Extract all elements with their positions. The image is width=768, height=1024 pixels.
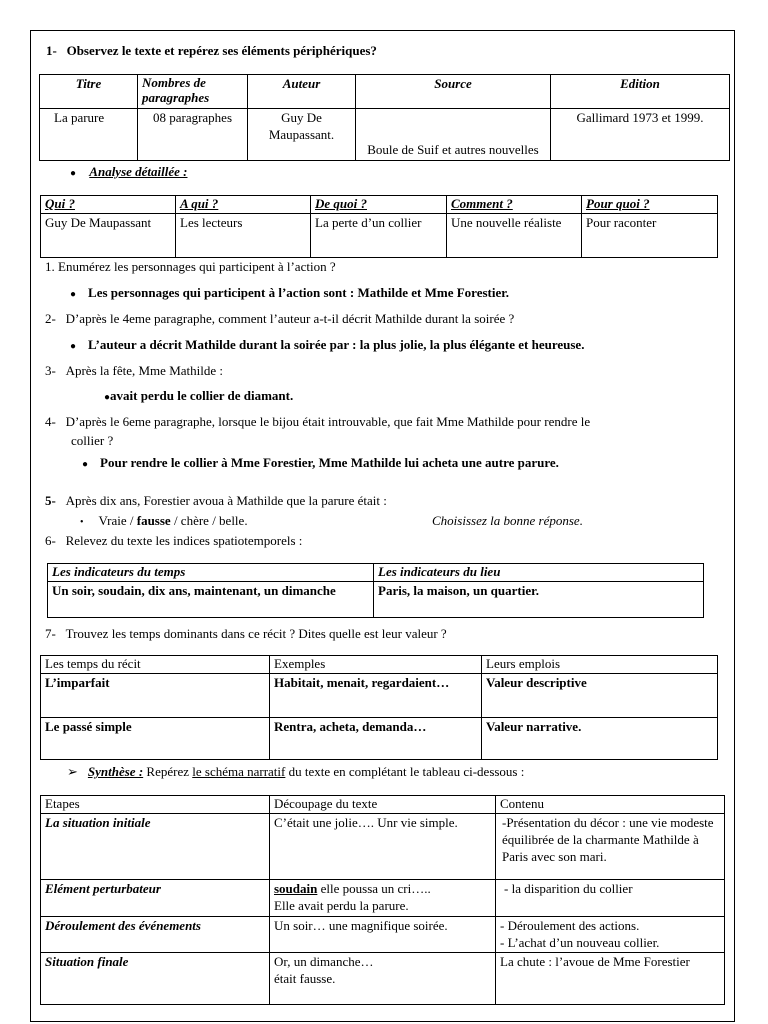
hint-text: Choisissez la bonne réponse. [432,513,583,528]
header-titre: Titre [40,75,138,109]
header-contenu: Contenu [496,796,725,814]
cell-examples: Rentra, acheta, demanda… [270,718,482,760]
header-pour-quoi: Pour quoi ? [582,196,718,214]
cell-paragraphes: 08 paragraphes [138,109,248,161]
cell-content [496,916,725,953]
option-fausse: fausse [136,513,171,528]
cell-auteur: Guy De Maupassant. [248,109,356,161]
cell-step: Elément perturbateur [41,879,270,916]
cell-edition: Gallimard 1973 et 1999. [551,109,730,161]
question-text: Après la fête, Mme Mathilde : [65,363,223,378]
cell-qui: Guy De Maupassant [41,213,176,257]
question-1 [46,43,377,60]
cell-examples: Habitait, menait, regardaient… [270,674,482,718]
answer-3-text: avait perdu le collier de diamant. [110,388,294,403]
question-6 [45,533,302,550]
question-text: Observez le texte et repérez ses éléments périphériques? [66,43,377,58]
analysis-table [40,195,718,258]
narrative-schema-table [40,795,725,1005]
header-exemples: Exemples [270,656,482,674]
cell-tense: Le passé simple [41,718,270,760]
content-line: - Déroulement des actions. [500,917,640,933]
header-source: Source [356,75,551,109]
bullet-icon: ● [70,168,77,179]
header-a-qui: A qui ? [176,196,311,214]
cell-de-quoi: La perte d’un collier [311,213,447,257]
peripheral-elements-table [39,74,730,161]
header-comment: Comment ? [447,196,582,214]
excerpt-rest: elle poussa un cri….. [320,880,431,896]
cell-comment: Une nouvelle réaliste [447,213,582,257]
question-5-options: • Vraie / fausse / chère / belle. Choisissez la bonne réponse. [80,513,583,528]
option-others: / chère / belle. [173,513,248,528]
cell-content: - la disparition du collier [496,879,725,916]
cell-step: Déroulement des événements [41,916,270,953]
question-5 [45,493,387,510]
synthese-text-cont: du texte en complétant le tableau ci-dessous : [288,764,525,779]
answer-4: ● Pour rendre le collier à Mme Forestier, Mme Mathilde lui acheta une autre parure. [82,455,559,470]
cell-content: La chute : l’avoue de Mme Forestier [496,953,725,1005]
header-emplois: Leurs emplois [482,656,718,674]
question-number: 2- [45,311,56,326]
cell-pour-quoi: Pour raconter [582,213,718,257]
synthese-text: Repérez [146,764,189,779]
excerpt-line2: Elle avait perdu la parure. [274,897,409,913]
question-4 [45,414,725,450]
question-1-enumerate: 1. Enumérez les personnages qui participent à l’action ? [45,259,336,274]
question-7 [45,626,447,643]
answer-2: ● L’auteur a décrit Mathilde durant la soirée par : la plus jolie, la plus élégante et heureuse. [70,337,585,352]
header-temps: Les indicateurs du temps [48,564,374,582]
header-etapes: Etapes [41,796,270,814]
cell-excerpt: C’était une jolie…. Unr vie simple. [270,813,496,879]
answer-4-text: Pour rendre le collier à Mme Forestier, Mme Mathilde lui acheta une autre parure. [100,455,559,470]
answer-3: ●avait perdu le collier de diamant. [104,388,294,403]
synthese-heading [67,764,524,781]
cell-lieu: Paris, la maison, un quartier. [374,582,704,618]
cell-usage: Valeur descriptive [482,674,718,718]
content-line: - L’achat d’un nouveau collier. [500,934,660,950]
arrow-icon: ➢ [67,764,78,779]
question-text: Trouvez les temps dominants dans ce récit ? Dites quelle est leur valeur ? [65,626,447,641]
question-number: 4- [45,414,56,429]
header-decoupage: Découpage du texte [270,796,496,814]
question-3 [45,363,223,380]
cell-source: Boule de Suif et autres nouvelles [356,109,551,161]
answer-1-text: Les personnages qui participent à l’action sont : Mathilde et Mme Forestier. [88,285,510,300]
cell-content: -Présentation du décor : une vie modeste équilibrée de la charmante Mathilde à Paris avec son mari. [496,813,725,879]
option-vraie: Vraie / [98,513,134,528]
cell-tense: L’imparfait [41,674,270,718]
cell-excerpt [270,879,496,916]
question-text: Relevez du texte les indices spatiotemporels : [65,533,303,548]
cell-step: La situation initiale [41,813,270,879]
keyword-soudain: soudain [274,880,318,896]
question-number: 7- [45,626,56,641]
question-number: 1- [46,43,57,58]
answer-2-text: L’auteur a décrit Mathilde durant la soirée par : la plus jolie, la plus élégante et heureuse. [88,337,585,352]
header-edition: Edition [551,75,730,109]
header-qui: Qui ? [41,196,176,214]
cell-excerpt: Un soir… une magnifique soirée. [270,916,496,953]
question-text: Après dix ans, Forestier avoua à Mathilde que la parure était : [65,493,387,508]
header-auteur: Auteur [248,75,356,109]
header-lieu: Les indicateurs du lieu [374,564,704,582]
cell-excerpt [270,953,496,1005]
question-text: D’après le 6eme paragraphe, lorsque le bijou était introuvable, que fait Mme Mathilde pour rendre le [65,414,591,429]
analyse-title: Analyse détaillée : [89,164,188,179]
cell-a-qui: Les lecteurs [176,213,311,257]
header-de-quoi: De quoi ? [311,196,447,214]
excerpt-line: Or, un dimanche… [274,954,374,970]
question-2 [45,311,514,328]
excerpt-line: était fausse. [274,971,336,987]
question-number: 3- [45,363,56,378]
header-paragraphes: Nombres de paragraphes [138,75,248,109]
header-temps-recit: Les temps du récit [41,656,270,674]
synthese-underlined: le schéma narratif [192,764,286,779]
analyse-heading [70,164,188,181]
cell-titre: La parure [40,109,138,161]
cell-usage: Valeur narrative. [482,718,718,760]
question-text: D’après le 4eme paragraphe, comment l’auteur a-t-il décrit Mathilde durant la soirée ? [65,311,515,326]
question-text-cont: collier ? [71,432,114,448]
spatiotemporal-table [47,563,704,618]
question-number: 5- [45,493,56,508]
cell-temps: Un soir, soudain, dix ans, maintenant, un dimanche [48,582,374,618]
synthese-label: Synthèse : [87,764,144,779]
answer-1: ● Les personnages qui participent à l’action sont : Mathilde et Mme Forestier. [70,285,510,300]
cell-step: Situation finale [41,953,270,1005]
tenses-table [40,655,718,760]
question-number: 6- [45,533,56,548]
